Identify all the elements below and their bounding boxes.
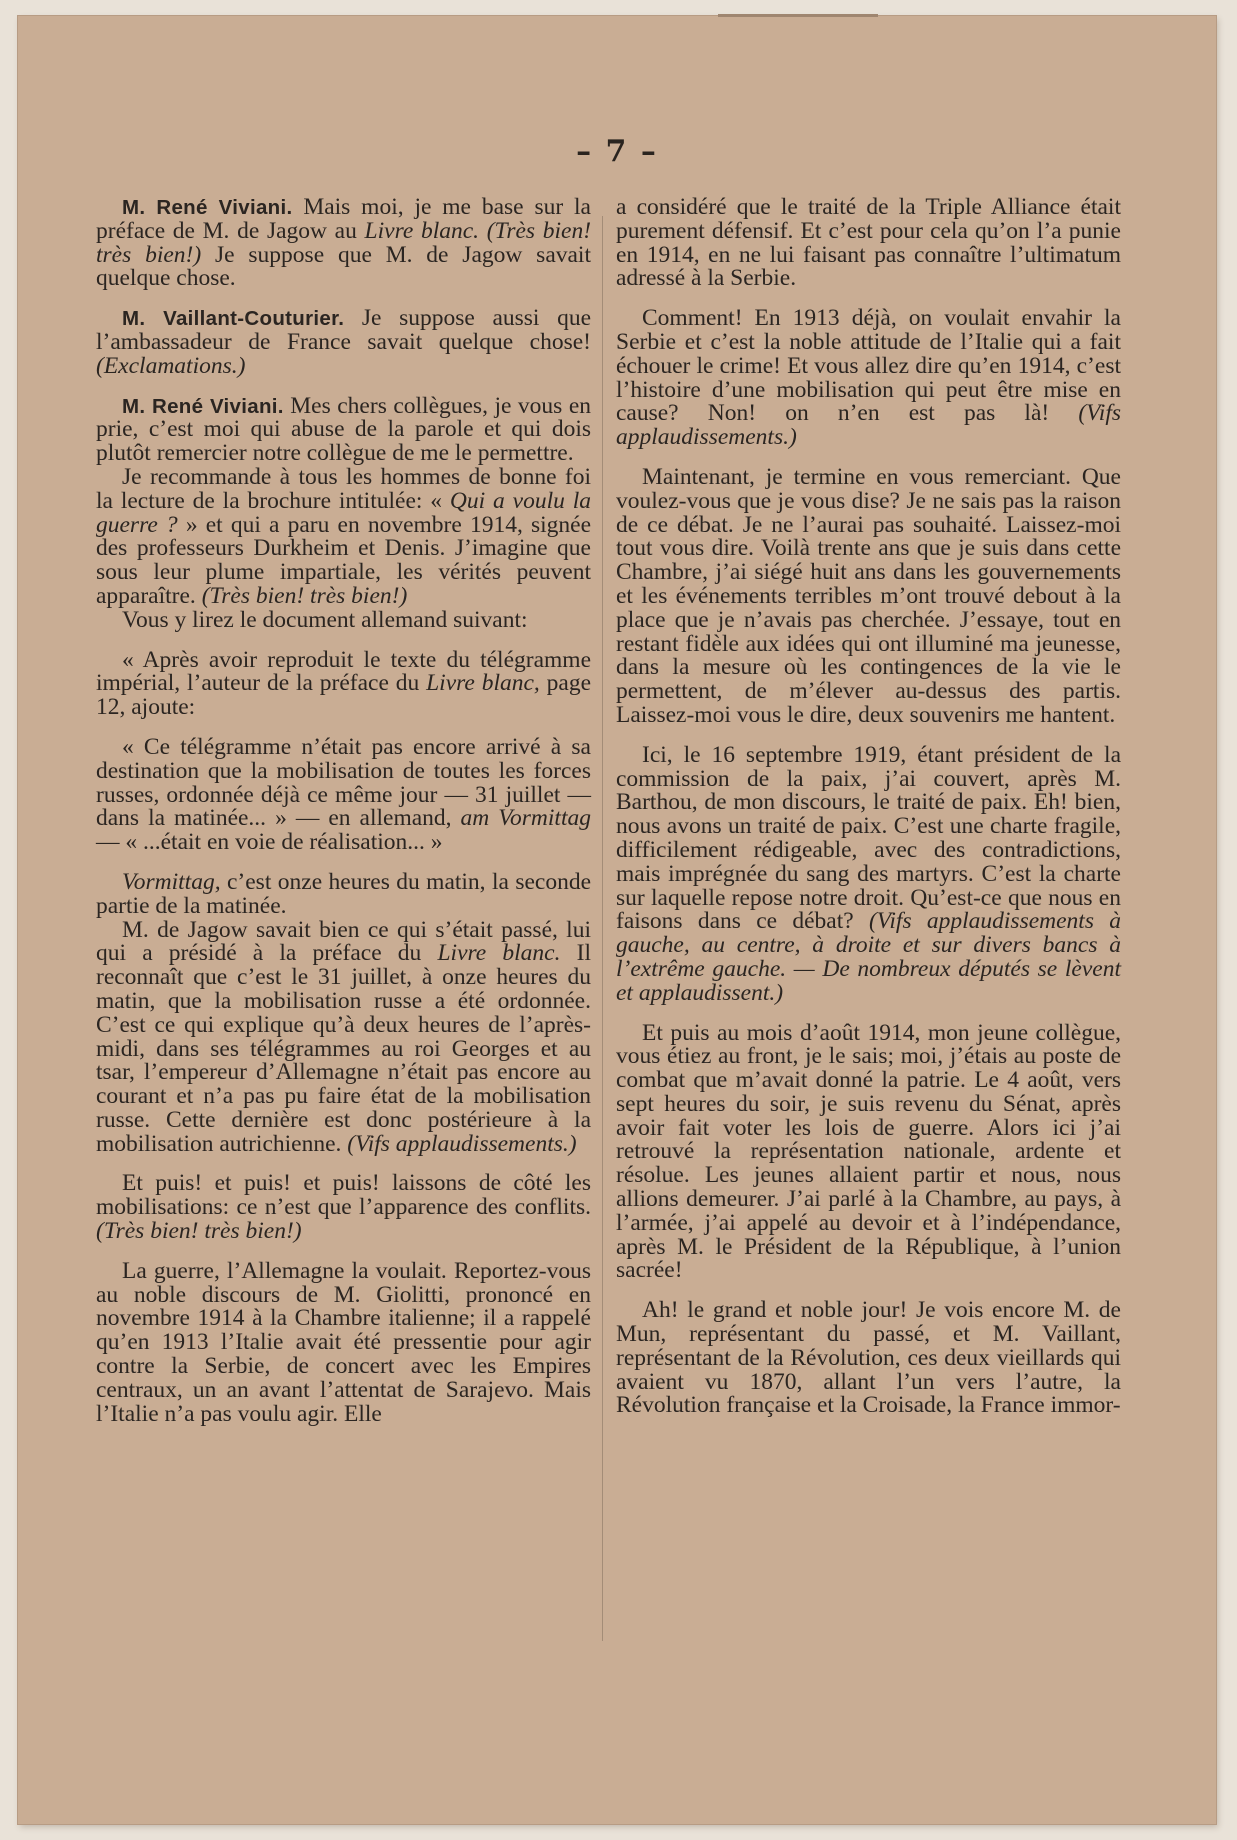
applause-note: (Vifs applaudissements à gauche, au centre, à droite et sur divers bancs à l’extrême gauche. — De nombreux députés se lèvent et applaudissent.) bbox=[616, 908, 1121, 1006]
paragraph bbox=[96, 606, 591, 633]
paragraph-text: Je recommande à tous les hommes de bonne foi la lecture de la brochure intitulée: « bbox=[96, 463, 591, 514]
paragraph-text: Ici, le 16 septembre 1919, étant président de la commission de la paix, j’ai couvert, après M. Barthou, de mon discours, le traité de paix. Eh! bien, nous avons un traité de paix. C’est une charte fragile, difficilement rédigeable, avec des contradictions, mais imprégnée du sang des martyrs. C’est la charte sur laquelle repose notre droit. Qu’est-ce que nous en faisons dans ce débat? bbox=[616, 741, 1121, 935]
paragraph-text: page 12, ajoute: bbox=[96, 670, 592, 721]
paragraph bbox=[616, 741, 1121, 1006]
italic-text: Vormittag, bbox=[122, 868, 221, 895]
right-column bbox=[616, 196, 1121, 1418]
paragraph-text: Mais moi, je me base sur la préface de M. de Jagow au bbox=[96, 194, 591, 244]
quote-paragraph bbox=[96, 733, 591, 856]
page-number: – 7 – bbox=[576, 134, 658, 169]
document-page bbox=[18, 16, 1216, 1824]
paragraph-text: Ah! le grand et noble jour! Je vois encore M. de Mun, représentant du passé, et M. Vaillant, représentant de la Révolution, ces deux vieillards qui avaient vu 1870, allant l’un vers l’autre, la Révolution française et la Croisade, la France immor- bbox=[616, 1297, 1121, 1419]
applause-note: (Vifs applaudissements.) bbox=[347, 1130, 577, 1157]
paragraph-text: Et puis! et puis! et puis! laissons de côté les mobilisations: ce n’est que l’apparence des conflits. bbox=[96, 1170, 591, 1221]
paragraph bbox=[616, 196, 1121, 291]
applause-note: (Très bien! très bien!) bbox=[201, 582, 408, 609]
paragraph-text: Comment! En 1913 déjà, on voulait envahir la Serbie et c’est la noble attitude de l’Italie qui a fait échouer le crime! Et vous allez dire qu’en 1914, c’est l’histoire d’une mobilisation qui peut être mise en cause? Non! on n’en est pas là! bbox=[616, 305, 1121, 427]
stage-note: (Exclamations.) bbox=[96, 352, 246, 379]
paragraph-text: » et qui a paru en novembre 1914, signée des professeurs Durkheim et Denis. J’imagine que sous leur plume impartiale, les vérités peuvent apparaître. bbox=[96, 511, 592, 609]
applause-note: (Très bien! très bien!) bbox=[96, 217, 592, 268]
speaker-name: M. Vaillant-Couturier. bbox=[122, 307, 345, 331]
paragraph bbox=[96, 1172, 591, 1243]
italic-text: Livre blanc, bbox=[426, 670, 540, 697]
paragraph bbox=[616, 307, 1121, 450]
left-column bbox=[96, 196, 591, 1426]
paragraph bbox=[616, 1019, 1121, 1284]
paragraph-text: Vous y lirez le document allemand suivant: bbox=[122, 606, 528, 633]
paragraph-text: Je suppose aussi que l’ambassadeur de France savait quelque chose! bbox=[96, 305, 592, 355]
speaker-name: M. René Viviani. bbox=[122, 196, 293, 219]
paragraph-text: c’est onze heures du matin, la seconde partie de la matinée. bbox=[96, 868, 592, 919]
column-divider bbox=[602, 216, 603, 1641]
paragraph-text: — « ...était en voie de réalisation... » bbox=[96, 829, 443, 856]
paragraph-text: Je suppose que M. de Jagow savait quelque chose. bbox=[96, 241, 591, 292]
paragraph-text: « Après avoir reproduit le texte du télégramme impérial, l’auteur de la préface du bbox=[96, 646, 591, 697]
italic-text: Qui a voulu la guerre ? bbox=[96, 487, 591, 538]
applause-note: (Très bien! très bien!) bbox=[96, 1218, 302, 1245]
applause-note: (Vifs applaudissements.) bbox=[616, 400, 1121, 451]
paragraph bbox=[96, 916, 591, 1157]
paragraph bbox=[96, 463, 592, 609]
paragraph-text: Il reconnaît que c’est le 31 juillet, à onze heures du matin, que la mobilisation russe a été ordonnée. C’est ce qui explique qu’à deux heures de l’après-midi, dans ses télégrammes au roi Georges et au tsar, l’empereur d’Allemagne n’était pas encore au courant et n’a pas pu faire état de la mobilisation russe. Cette dernière est donc postérieure à la mobilisation autrichienne. bbox=[96, 940, 591, 1157]
paragraph-text: Mes chers collègues, je vous en prie, c’est moi qui abuse de la parole et qui dois plutôt remercier notre collègue de me le permettre. bbox=[96, 392, 591, 467]
paragraph bbox=[616, 463, 1121, 728]
paragraph bbox=[96, 392, 591, 467]
paragraph bbox=[616, 1299, 1121, 1418]
italic-text: Livre blanc. bbox=[364, 217, 480, 244]
paragraph-text: M. de Jagow savait bien ce qui s’était passé, lui qui a présidé à la préface du bbox=[96, 916, 591, 967]
speaker-name: M. René Viviani. bbox=[122, 394, 284, 418]
quote-paragraph bbox=[96, 646, 592, 721]
paragraph bbox=[96, 1257, 591, 1427]
paragraph bbox=[96, 307, 591, 378]
italic-text: Livre blanc. bbox=[437, 940, 561, 967]
page-edge-mark bbox=[718, 14, 878, 17]
paragraph-text: « Ce télégramme n’était pas encore arrivé à sa destination que la mobilisation de toutes les forces russes, ordonnée déjà ce même jour — 31 juillet — dans la matinée... » — en allemand, bbox=[96, 733, 591, 832]
paragraph-text: Maintenant, je termine en vous remerciant. Que voulez-vous que je vous dise? Je ne sais pas la raison de ce débat. Je ne l’aurai pas souhaité. Laissez-moi tout vous dire. Voilà trente ans que je suis dans cette Chambre, j’ai siégé huit ans dans les gouvernements et les événements terribles m’ont trouvé debout à la place que je n’avais pas cherchée. J’essaye, tout en restant fidèle aux idées qui ont illuminé ma jeunesse, dans la mesure où les contingences de la vie le permettent, de m’élever au-dessus des partis. Laissez-moi vous le dire, deux souvenirs me hantent. bbox=[616, 463, 1121, 728]
paragraph-text: La guerre, l’Allemagne la voulait. Reportez-vous au noble discours de M. Giolitti, prononcé en novembre 1914 à la Chambre italienne; il a rappelé qu’en 1913 l’Italie avait été pressentie pour agir contre la Serbie, de concert avec les Empires centraux, un an avant l’attentat de Sarajevo. Mais l’Italie n’a pas voulu agir. Elle bbox=[96, 1257, 591, 1427]
italic-text: am Vormittag bbox=[460, 805, 591, 832]
paragraph bbox=[96, 196, 591, 291]
paragraph bbox=[96, 868, 592, 919]
paragraph-text: Et puis au mois d’août 1914, mon jeune collègue, vous étiez au front, je le sais; moi, j’étais au poste de combat que m’avait donné la patrie. Le 4 août, vers sept heures du soir, je suis revenu du Sénat, après avoir fait voter les lois de guerre. Alors ici j’ai retrouvé la représentation nationale, ardente et résolue. Les jeunes allaient partir et nous, nous allions demeurer. J’ai parlé à la Chambre, au pays, à l’armée, j’ai appelé au devoir et à l’indépendance, après M. le Président de la République, à l’union sacrée! bbox=[616, 1019, 1121, 1284]
paragraph-text: a considéré que le traité de la Triple Alliance était purement défensif. Et c’est pour cela qu’on l’a punie en 1914, en ne lui faisant pas connaître l’ultimatum adressé à la Serbie. bbox=[616, 194, 1121, 292]
